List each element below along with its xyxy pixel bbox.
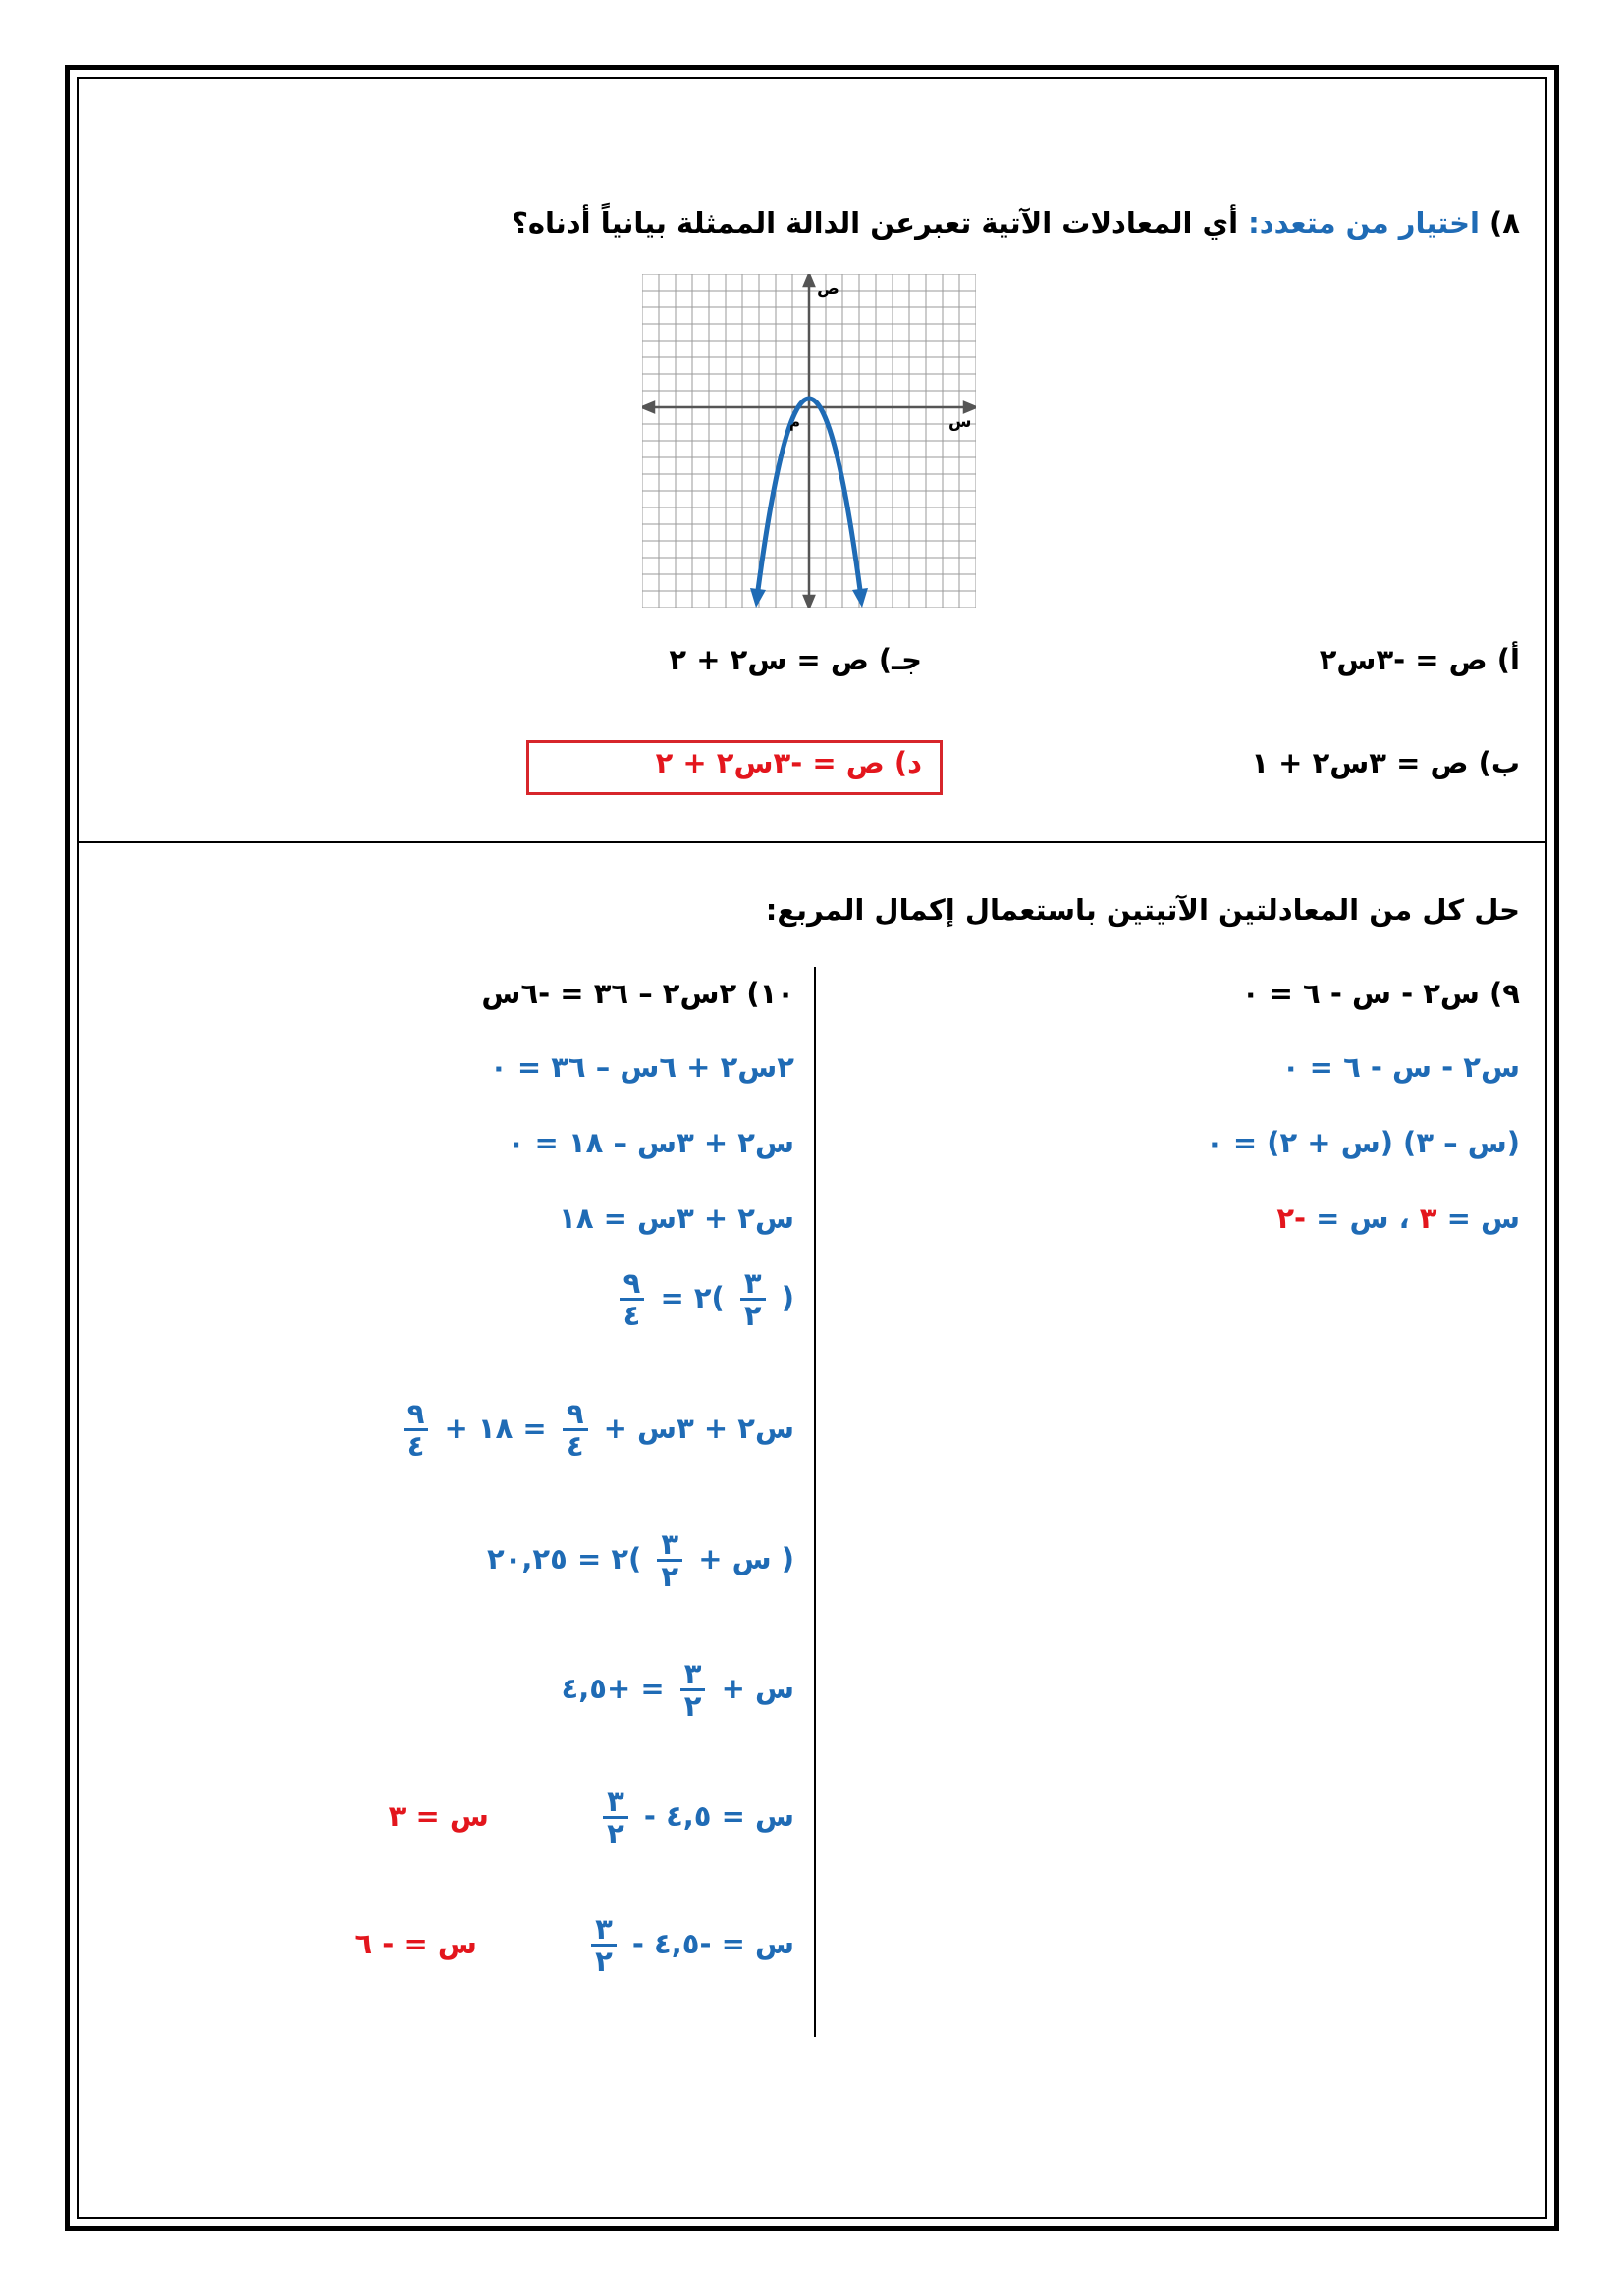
x-axis-arrow-right [964, 402, 976, 412]
q9-solution-prefix: س = [1436, 1201, 1520, 1235]
q9-root-1: ٣ [1419, 1201, 1437, 1235]
x-axis-label: س [948, 412, 972, 432]
q10-step-3: س٢ + ٣س = ١٨ [559, 1201, 794, 1235]
q10-step-9 [355, 1914, 795, 1977]
fraction: $\frac{٩}{٤}$ [620, 1268, 645, 1331]
q9-title: ٩) س٢ - س - ٦ = ٠ [1241, 977, 1520, 1010]
y-axis-label: ص [817, 279, 839, 298]
parabola-graph [642, 274, 976, 608]
q8-label: اختيار من متعدد: [1248, 206, 1480, 240]
section-divider [77, 841, 1547, 843]
fraction: $\frac{٣}{٢}$ [740, 1268, 766, 1331]
q10-s8-left: س = ٤,٥ - [643, 1798, 794, 1833]
q9-root-2: -٢ [1276, 1201, 1307, 1235]
q10-s6-left: ( س + [698, 1541, 794, 1575]
q10-s6-right: )٢ = ٢٠,٢٥ [487, 1541, 642, 1575]
q10-step-6 [487, 1529, 794, 1592]
q10-s7-left: س + [721, 1671, 794, 1705]
q10-root-1: س = ٣ [388, 1798, 489, 1833]
choice-a: أ) ص = -٣س٢ [1319, 643, 1520, 676]
q10-s9-left: س = -٤,٥ - [631, 1926, 794, 1960]
fraction: $\frac{٣}{٢}$ [657, 1529, 682, 1592]
y-axis-arrow-bottom [804, 596, 814, 608]
instruction: حل كل من المعادلتين الآتيتين باستعمال إكمال المربع: [765, 893, 1520, 927]
q10-step-4 [614, 1268, 794, 1331]
q8-number: ٨) [1489, 206, 1520, 240]
fraction: $\frac{٣}{٢}$ [680, 1659, 706, 1722]
curve-arrow-right [852, 588, 868, 608]
column-divider [814, 967, 816, 2037]
q9-solution [1276, 1201, 1520, 1236]
q10-root-2: س = - ٦ [354, 1926, 477, 1960]
q10-s7-right: = +٤,٥ [561, 1671, 665, 1705]
choice-b: ب) ص = ٣س٢ + ١ [1251, 746, 1520, 779]
q10-title: ١٠) ٢س٢ – ٣٦ = -٦س [481, 977, 794, 1010]
q10-s4-close: )٢ = [660, 1280, 725, 1314]
q9-step-2: (س – ٣) (س + ٢) = ٠ [1206, 1126, 1520, 1159]
q10-step-1: ٢س٢ + ٦س – ٣٦ = ٠ [490, 1050, 794, 1084]
q10-step-8 [389, 1787, 794, 1849]
q10-step-5 [398, 1399, 794, 1462]
y-axis-arrow-top [804, 274, 814, 286]
fraction: $\frac{٩}{٤}$ [404, 1399, 429, 1462]
origin-label: م [789, 413, 800, 431]
q10-s5-mid: = ١٨ + [444, 1411, 547, 1445]
q10-step-2: س٢ + ٣س – ١٨ = ٠ [507, 1126, 794, 1159]
q9-step-1: س٢ - س - ٦ = ٠ [1281, 1050, 1520, 1084]
x-axis-arrow-left [642, 402, 654, 412]
q9-solution-sep: ، س = [1306, 1201, 1420, 1235]
fraction: $\frac{٣}{٢}$ [591, 1914, 617, 1977]
fraction: $\frac{٩}{٤}$ [563, 1399, 588, 1462]
q10-s4-open: ( [781, 1280, 794, 1314]
q10-step-7 [562, 1659, 794, 1722]
q10-s5-left: س٢ + ٣س + [603, 1411, 794, 1445]
fraction: $\frac{٣}{٢}$ [603, 1787, 628, 1849]
q8-question: أي المعادلات الآتية تعبرعن الدالة الممثلة بيانياً أدناه؟ [512, 206, 1239, 240]
choice-j: جـ) ص = س٢ + ٢ [669, 643, 922, 676]
choice-d: د) ص = -٣س٢ + ٢ [655, 746, 922, 779]
q8-title [512, 206, 1520, 240]
curve-arrow-left [750, 588, 766, 608]
